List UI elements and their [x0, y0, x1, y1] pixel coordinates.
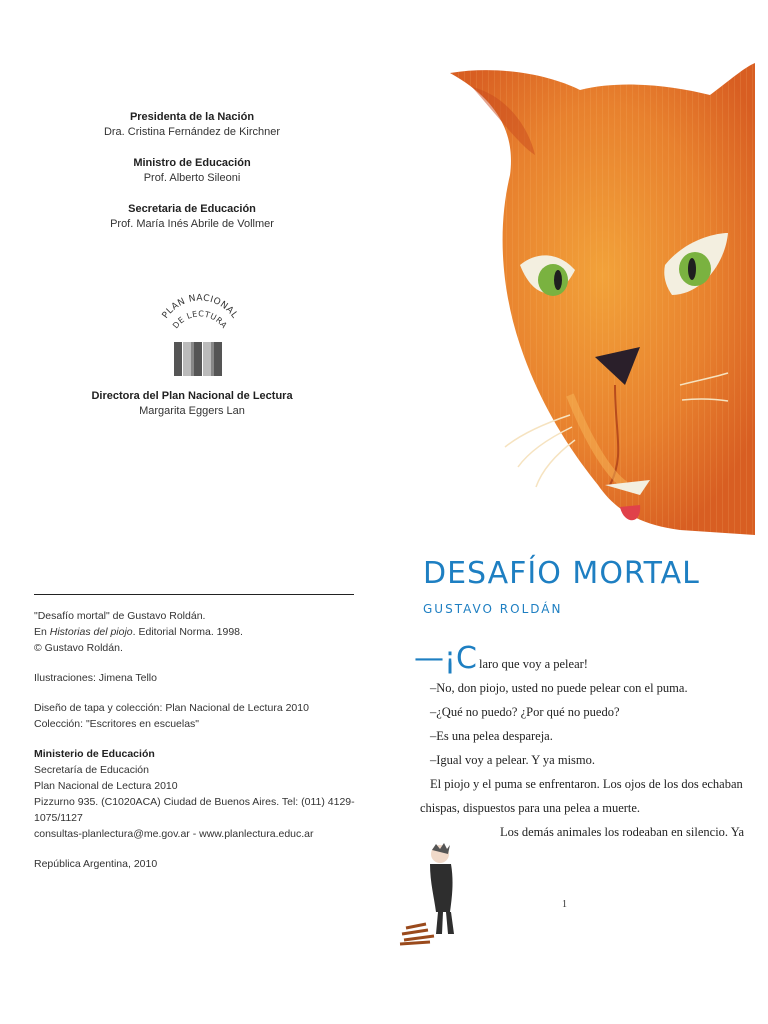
credit-secretary	[0, 202, 384, 232]
credit-title: Secretaria de Educación	[128, 203, 256, 215]
imprint-collection: Colección: "Escritores en escuelas"	[34, 718, 200, 730]
credit-title: Presidenta de la Nación	[129, 111, 255, 123]
first-line-text: laro que voy a pelear!	[478, 657, 588, 671]
puma-face-illustration	[410, 55, 755, 535]
story-line: –Es una pelea despareja.	[430, 729, 553, 743]
imprint-design: Diseño de tapa y colección: Plan Nacional de Lectura 2010	[34, 702, 309, 714]
story-line: –Igual voy a pelear. Y ya mismo.	[430, 753, 596, 767]
credit-title: Ministro de Educación	[133, 157, 251, 169]
imprint-edition	[34, 624, 374, 640]
credits	[0, 110, 384, 248]
story-title: DESAFÍO MORTAL	[423, 556, 700, 591]
imprint-copyright: © Gustavo Roldán.	[34, 642, 123, 654]
drop-cap: —¡C	[414, 641, 477, 676]
logo-text-line1: PLAN NACIONAL	[160, 293, 240, 321]
small-louse-figure-illustration	[396, 842, 466, 947]
plan-nacional-lectura-logo	[150, 290, 250, 380]
story-paragraph: El piojo y el puma se enfrentaron. Los ojos de los dos echaban chispas, dispuestos para una pelea a muerte.	[420, 777, 743, 815]
director-credit	[0, 389, 384, 419]
story-line: –¿Qué no puedo? ¿Por qué no puedo?	[430, 705, 620, 719]
page-number: 1	[562, 899, 567, 910]
credit-name: Dra. Cristina Fernández de Kirchner	[103, 126, 281, 138]
director-name: Margarita Eggers Lan	[139, 405, 245, 417]
edition-title: Historias del piojo	[49, 626, 133, 638]
credit-name: Prof. María Inés Abrile de Vollmer	[110, 218, 274, 230]
divider	[34, 594, 354, 595]
credit-minister	[0, 156, 384, 186]
story-first-line	[414, 641, 755, 676]
imprint-plan: Plan Nacional de Lectura 2010	[34, 780, 178, 792]
imprint	[34, 608, 374, 872]
imprint-ministry: Ministerio de Educación	[34, 748, 155, 760]
edition-suffix: . Editorial Norma. 1998.	[132, 626, 243, 638]
imprint-book: "Desafío mortal" de Gustavo Roldán.	[34, 610, 206, 622]
credit-name: Prof. Alberto Sileoni	[143, 172, 241, 184]
edition-prefix: En	[34, 626, 50, 638]
logo-text-line2: DE LECTURA	[171, 309, 229, 331]
story-last-line: Los demás animales los rodeaban en silencio. Ya	[500, 825, 745, 839]
imprint-address: Pizzurno 935. (C1020ACA) Ciudad de Buenos Aires. Tel: (011) 4129-1075/1127	[34, 796, 355, 824]
imprint-illustrations: Ilustraciones: Jimena Tello	[34, 672, 157, 684]
story-line: –No, don piojo, usted no puede pelear con el puma.	[430, 681, 688, 695]
imprint-contact: consultas-planlectura@me.gov.ar - www.planlectura.educ.ar	[34, 828, 314, 840]
story-author: GUSTAVO ROLDÁN	[423, 602, 563, 616]
logo-book-shapes	[174, 342, 222, 376]
credit-president	[0, 110, 384, 140]
svg-text:DE LECTURA	[171, 309, 229, 330]
imprint-secretariat: Secretaría de Educación	[34, 764, 149, 776]
director-title: Directora del Plan Nacional de Lectura	[91, 390, 293, 402]
imprint-country: República Argentina, 2010	[34, 858, 158, 870]
story-text	[414, 641, 755, 844]
